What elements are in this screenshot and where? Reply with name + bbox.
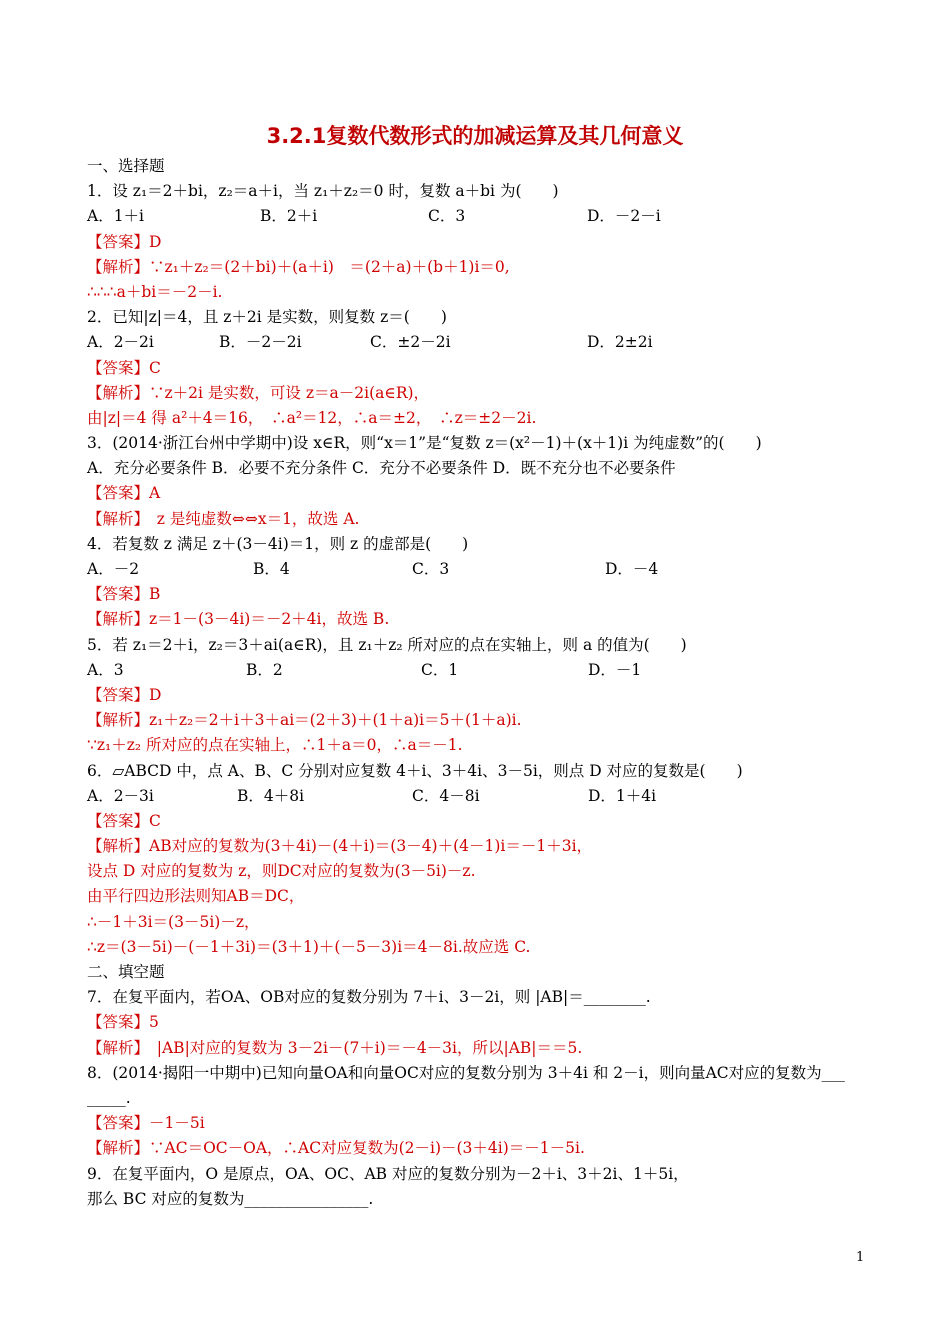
line-content: C <box>149 811 161 830</box>
option: B．4＋8i <box>237 786 305 805</box>
text-line: 1．设 z₁＝2＋bi，z₂＝a＋i，当 z₁＋z₂＝0 时，复数 a＋bi 为( ) <box>87 182 559 201</box>
analysis-line <box>87 834 877 859</box>
option: C．±2－2i <box>370 333 451 352</box>
answer-line <box>87 1111 877 1136</box>
text-line: ∴z＝(3－5i)－(－1＋3i)＝(3＋1)＋(－5－3)i＝4－8i.故应选 C. <box>87 937 531 956</box>
option: B．2＋i <box>260 207 318 226</box>
line-content: |AB|对应的复数为 3－2i－(7＋i)＝－4－3i，所以|AB|＝＝5. <box>141 1038 583 1057</box>
analysis-line <box>87 607 877 632</box>
text-line: 由平行四边形法则知AB＝DC， <box>87 887 305 906</box>
analysis-line <box>87 381 877 406</box>
option: D．2±2i <box>587 333 653 352</box>
option: D．－4 <box>605 560 659 578</box>
line-label: 【解析】 <box>87 711 150 730</box>
answer-line <box>87 582 877 607</box>
line-content: ∵z＋2i 是实数，可设 z＝a－2i(a∈R)， <box>149 383 430 402</box>
analysis-line <box>87 1136 877 1161</box>
text-line: ∴－1＋3i＝(3－5i)－z， <box>87 912 260 931</box>
options-row <box>87 557 877 582</box>
options-row <box>87 204 877 229</box>
line-content: z 是纯虚数⇔⇔x＝1，故选 A. <box>141 509 360 528</box>
line-label: 【答案】 <box>87 1013 150 1032</box>
option: A．2－3i <box>87 786 154 805</box>
text-line: 那么 BC 对应的复数为________________. <box>87 1189 374 1208</box>
document-body <box>87 154 877 1212</box>
text-line: 设点 D 对应的复数为 z，则DC对应的复数为(3－5i)－z. <box>87 862 476 881</box>
page-title: 3.2.1复数代数形式的加减运算及其几何意义 <box>266 124 684 148</box>
line-label: 【答案】 <box>87 232 150 251</box>
option: B．4 <box>253 560 290 578</box>
text-line: 3．(2014·浙江台州中学期中)设 x∈R，则“x＝1”是“复数 z＝(x²－1)＋(x＋1)i 为纯虚数”的( ) <box>87 434 762 453</box>
line-content: B <box>149 585 161 604</box>
option: C．1 <box>421 660 459 679</box>
line-label: 【解析】 <box>87 383 150 402</box>
option: C．3 <box>428 207 466 226</box>
text-line: 5．若 z₁＝2＋i，z₂＝3＋ai(a∈R)，且 z₁＋z₂ 所对应的点在实轴上，则 a 的值为( ) <box>87 635 687 654</box>
text-line: 4．若复数 z 满足 z＋(3－4i)＝1，则 z 的虚部是( ) <box>87 534 469 553</box>
answer-line <box>87 481 877 506</box>
line-label: 【答案】 <box>87 1114 150 1133</box>
line-content: 5 <box>149 1013 159 1032</box>
options-row <box>87 784 877 809</box>
option: D．－2－i <box>587 207 661 226</box>
text-line: 7．在复平面内，若OA、OB对应的复数分别为 7＋i、3－2i，则 |AB|＝________. <box>87 988 651 1007</box>
answer-line <box>87 356 877 381</box>
line-label: 【答案】 <box>87 358 150 377</box>
analysis-line <box>87 708 877 733</box>
options-row <box>87 658 877 683</box>
line-label: 【解析】 <box>87 610 150 629</box>
answer-line <box>87 683 877 708</box>
option: A．1＋i <box>87 207 145 226</box>
line-label: 【答案】 <box>87 811 150 830</box>
line-content: D <box>149 685 162 704</box>
line-label: 【解析】 <box>87 837 150 856</box>
page-number: 1 <box>856 1250 865 1265</box>
line-content: AB对应的复数为(3＋4i)－(4＋i)＝(3－4)＋(4－1)i＝－1＋3i， <box>149 837 593 856</box>
line-label: 【答案】 <box>87 585 150 604</box>
text-line: ∴∴∴a＋bi＝－2－i. <box>87 282 223 301</box>
line-content: ∵z₁＋z₂＝(2＋bi)＋(a＋i) ＝(2＋a)＋(b＋1)i＝0, <box>149 257 510 276</box>
text-line: 2．已知|z|＝4，且 z＋2i 是实数，则复数 z＝( ) <box>87 308 447 327</box>
analysis-line <box>87 1036 877 1061</box>
text-line: 8．(2014·揭阳一中期中)已知向量OA和向量OC对应的复数分别为 3＋4i 和 2－i，则向量AC对应的复数为___ <box>87 1063 845 1082</box>
option: A．2－2i <box>87 333 154 352</box>
line-content: D <box>149 232 162 251</box>
option: B．－2－2i <box>219 333 302 352</box>
text-line: 二、填空题 <box>87 963 165 981</box>
answer-line <box>87 1010 877 1035</box>
text-line: _____. <box>87 1088 131 1107</box>
option: B．2 <box>246 660 283 679</box>
text-line: A．充分必要条件 B．必要不充分条件 C．充分不必要条件 D．既不充分也不必要条件 <box>87 459 676 478</box>
option: A．－2 <box>87 560 140 578</box>
options-row <box>87 330 877 355</box>
line-label: 【解析】 <box>87 1139 150 1158</box>
text-line: 由|z|＝4 得 a²＋4＝16， ∴a²＝12，∴a＝±2， ∴z＝±2－2i. <box>87 408 537 427</box>
text-line: 9．在复平面内，O 是原点，OA、OC、AB 对应的复数分别为－2＋i、3＋2i、1＋5i， <box>87 1164 689 1183</box>
line-content: A <box>149 484 161 503</box>
option: A．3 <box>87 660 124 679</box>
analysis-line <box>87 507 877 532</box>
line-label: 【解析】 <box>87 1038 142 1057</box>
line-content: z₁＋z₂＝2＋i＋3＋ai＝(2＋3)＋(1＋a)i＝5＋(1＋a)i. <box>149 711 522 730</box>
line-content: ∵AC＝OC－OA，∴AC对应复数为(2－i)－(3＋4i)＝－1－5i. <box>149 1139 585 1158</box>
option: C．3 <box>412 560 450 578</box>
text-line: 一、选择题 <box>87 157 165 175</box>
line-label: 【解析】 <box>87 509 142 528</box>
text-line: 6．▱ABCD 中，点 A、B、C 分别对应复数 4＋i、3＋4i、3－5i，则点 D 对应的复数是( ) <box>87 761 743 780</box>
line-content: z＝1－(3－4i)＝－2＋4i，故选 B. <box>149 610 390 629</box>
line-content: C <box>149 358 161 377</box>
option: D．－1 <box>588 660 642 679</box>
answer-line <box>87 230 877 255</box>
line-label: 【解析】 <box>87 257 150 276</box>
analysis-line <box>87 255 877 280</box>
line-content: －1－5i <box>149 1114 205 1133</box>
text-line: ∵z₁＋z₂ 所对应的点在实轴上，∴1＋a＝0，∴a＝－1. <box>87 736 463 755</box>
option: C．4－8i <box>412 786 480 805</box>
option: D．1＋4i <box>588 786 657 805</box>
answer-line <box>87 809 877 834</box>
line-label: 【答案】 <box>87 484 150 503</box>
line-label: 【答案】 <box>87 685 150 704</box>
